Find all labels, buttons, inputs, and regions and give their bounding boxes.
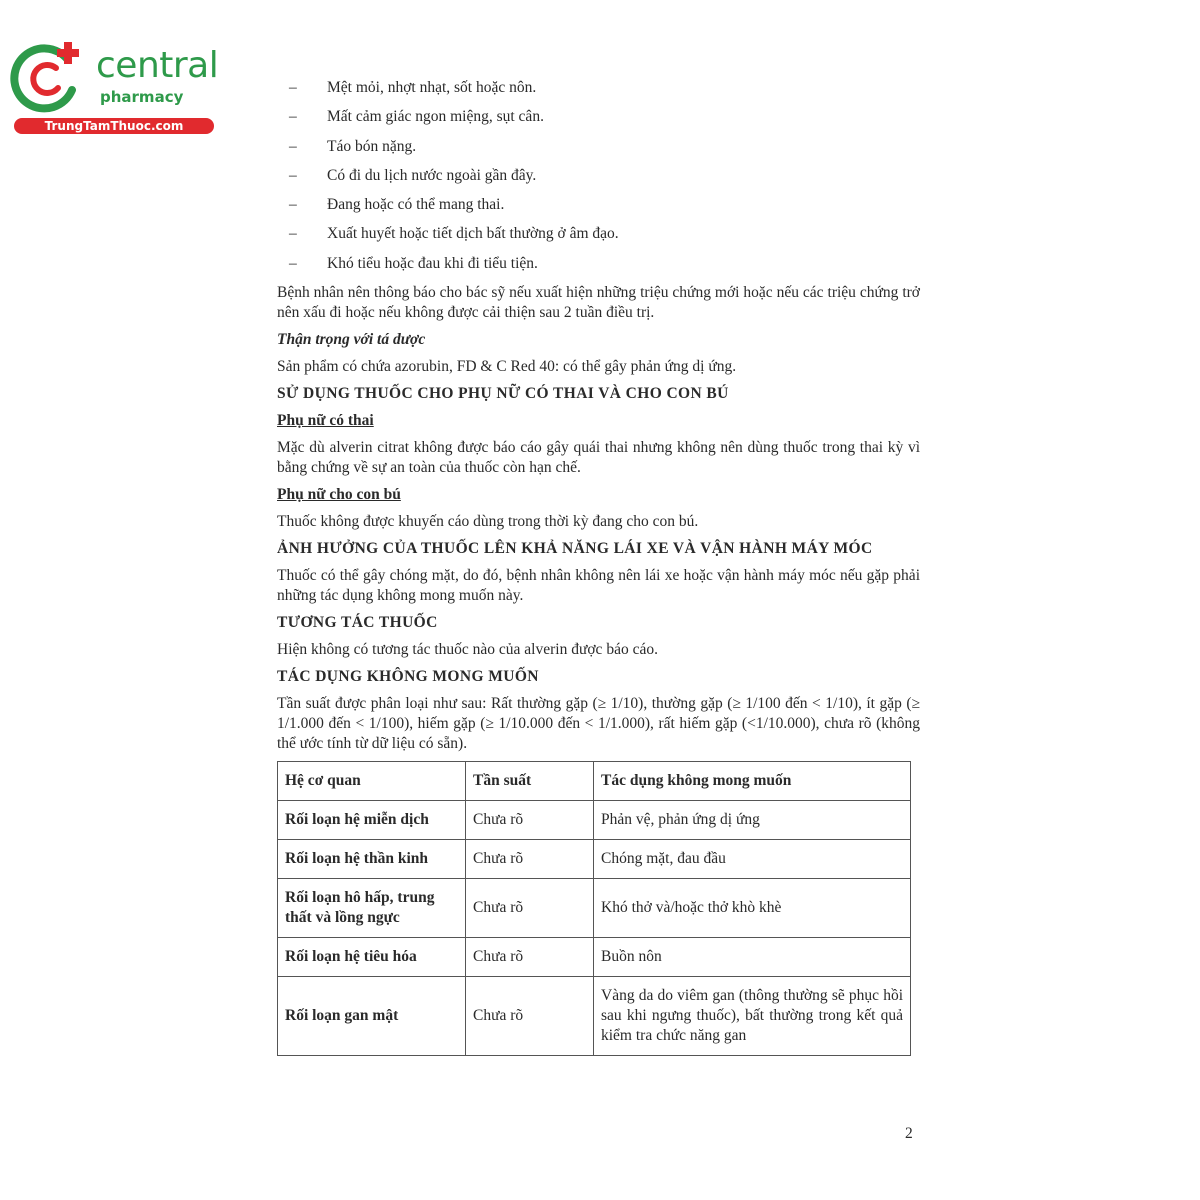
- table-row: [278, 840, 911, 879]
- column-header: Tần suất: [466, 762, 594, 801]
- list-dash: –: [289, 254, 297, 272]
- table-row: [278, 801, 911, 840]
- list-item: [277, 78, 920, 98]
- table-row: [278, 938, 911, 977]
- table-row: [278, 977, 911, 1056]
- list-item: [277, 107, 920, 127]
- organ-system-cell: Rối loạn hô hấp, trung thất và lồng ngực: [278, 879, 466, 938]
- frequency-cell: Chưa rõ: [466, 840, 594, 879]
- effect-cell: Vàng da do viêm gan (thông thường sẽ phục hồi sau khi ngưng thuốc), bất thường trong kết quả kiểm tra chức năng gan: [594, 977, 911, 1056]
- frequency-cell: Chưa rõ: [466, 938, 594, 977]
- list-item-text: Mệt mỏi, nhợt nhạt, sốt hoặc nôn.: [327, 79, 537, 96]
- excipient-paragraph: Sản phẩm có chứa azorubin, FD & C Red 40: có thể gây phản ứng dị ứng.: [277, 358, 737, 376]
- column-header: Tác dụng không mong muốn: [594, 762, 911, 801]
- interaction-section-heading: TƯƠNG TÁC THUỐC: [277, 614, 438, 632]
- list-item-text: Xuất huyết hoặc tiết dịch bất thường ở âm đạo.: [327, 225, 619, 243]
- adverse-effects-table: [277, 761, 911, 1056]
- organ-system-cell: Rối loạn gan mật: [278, 977, 466, 1056]
- pregnancy-section-heading: SỬ DỤNG THUỐC CHO PHỤ NỮ CÓ THAI VÀ CHO CON BÚ: [277, 385, 729, 403]
- organ-system-cell: Rối loạn hệ tiêu hóa: [278, 938, 466, 977]
- column-header: Hệ cơ quan: [278, 762, 466, 801]
- list-item-text: Mất cảm giác ngon miệng, sụt cân.: [327, 108, 544, 126]
- notify-doctor-paragraph: Bệnh nhân nên thông báo cho bác sỹ nếu xuất hiện những triệu chứng mới hoặc nếu các triệu chứng trở nên xấu đi hoặc nếu không được cải thiện sau 2 tuần điều trị.: [277, 284, 920, 322]
- list-dash: –: [289, 196, 297, 214]
- effect-cell: Buồn nôn: [594, 938, 911, 977]
- list-dash: –: [289, 225, 297, 243]
- adverse-section-heading: TÁC DỤNG KHÔNG MONG MUỐN: [277, 668, 539, 686]
- driving-paragraph: Thuốc có thể gây chóng mặt, do đó, bệnh nhân không nên lái xe hoặc vận hành máy móc nếu gặp phải những tác dụng không mong muốn này.: [277, 567, 920, 605]
- symptom-list: [277, 78, 920, 274]
- excipient-heading: Thận trọng với tá dược: [277, 331, 426, 349]
- logo-brand-name: central: [96, 45, 219, 86]
- page-number: 2: [905, 1125, 913, 1142]
- list-dash: –: [289, 79, 297, 96]
- effect-cell: Khó thở và/hoặc thở khò khè: [594, 879, 911, 938]
- effect-cell: Chóng mặt, đau đầu: [594, 840, 911, 879]
- table-row: [278, 879, 911, 938]
- list-item-text: Táo bón nặng.: [327, 137, 417, 155]
- effect-cell: Phản vệ, phản ứng dị ứng: [594, 801, 911, 840]
- breastfeeding-subheading: Phụ nữ cho con bú: [277, 486, 401, 504]
- breastfeeding-paragraph: Thuốc không được khuyến cáo dùng trong thời kỳ đang cho con bú.: [277, 513, 699, 531]
- document-body: [277, 78, 920, 1056]
- list-item: [277, 224, 920, 244]
- frequency-cell: Chưa rõ: [466, 977, 594, 1056]
- list-item: [277, 166, 920, 186]
- list-dash: –: [289, 137, 297, 155]
- list-item: [277, 195, 920, 215]
- central-pharmacy-logo-icon: [10, 38, 90, 118]
- pregnant-paragraph: Mặc dù alverin citrat không được báo cáo gây quái thai nhưng không nên dùng thuốc trong thai kỳ vì bằng chứng về sự an toàn của thuốc còn hạn chế.: [277, 439, 920, 477]
- logo-subtitle: pharmacy: [100, 88, 184, 106]
- list-item: [277, 137, 920, 157]
- table-header-row: [278, 762, 911, 801]
- frequency-cell: Chưa rõ: [466, 801, 594, 840]
- list-item-text: Khó tiểu hoặc đau khi đi tiểu tiện.: [327, 254, 538, 272]
- logo-url-banner: TrungTamThuoc.com: [14, 118, 214, 134]
- list-item-text: Có đi du lịch nước ngoài gần đây.: [327, 166, 537, 184]
- list-item: [277, 254, 920, 274]
- frequency-paragraph: Tần suất được phân loại như sau: Rất thường gặp (≥ 1/10), thường gặp (≥ 1/100 đến < 1/10), ít gặp (≥ 1/1.000 đến < 1/100), hiếm gặp (≥ 1/10.000 đến < 1/1.000), rất hiếm gặp (<1/10.000), chưa rõ (không thể ước tính từ dữ liệu có sẵn).: [277, 695, 920, 753]
- organ-system-cell: Rối loạn hệ thần kinh: [278, 840, 466, 879]
- organ-system-cell: Rối loạn hệ miễn dịch: [278, 801, 466, 840]
- interaction-paragraph: Hiện không có tương tác thuốc nào của alverin được báo cáo.: [277, 641, 658, 659]
- list-dash: –: [289, 166, 297, 184]
- frequency-cell: Chưa rõ: [466, 879, 594, 938]
- list-item-text: Đang hoặc có thể mang thai.: [327, 196, 505, 214]
- driving-section-heading: ẢNH HƯỞNG CỦA THUỐC LÊN KHẢ NĂNG LÁI XE VÀ VẬN HÀNH MÁY MÓC: [277, 540, 873, 558]
- list-dash: –: [289, 108, 297, 126]
- pregnant-subheading: Phụ nữ có thai: [277, 412, 374, 430]
- brand-logo: [10, 38, 219, 138]
